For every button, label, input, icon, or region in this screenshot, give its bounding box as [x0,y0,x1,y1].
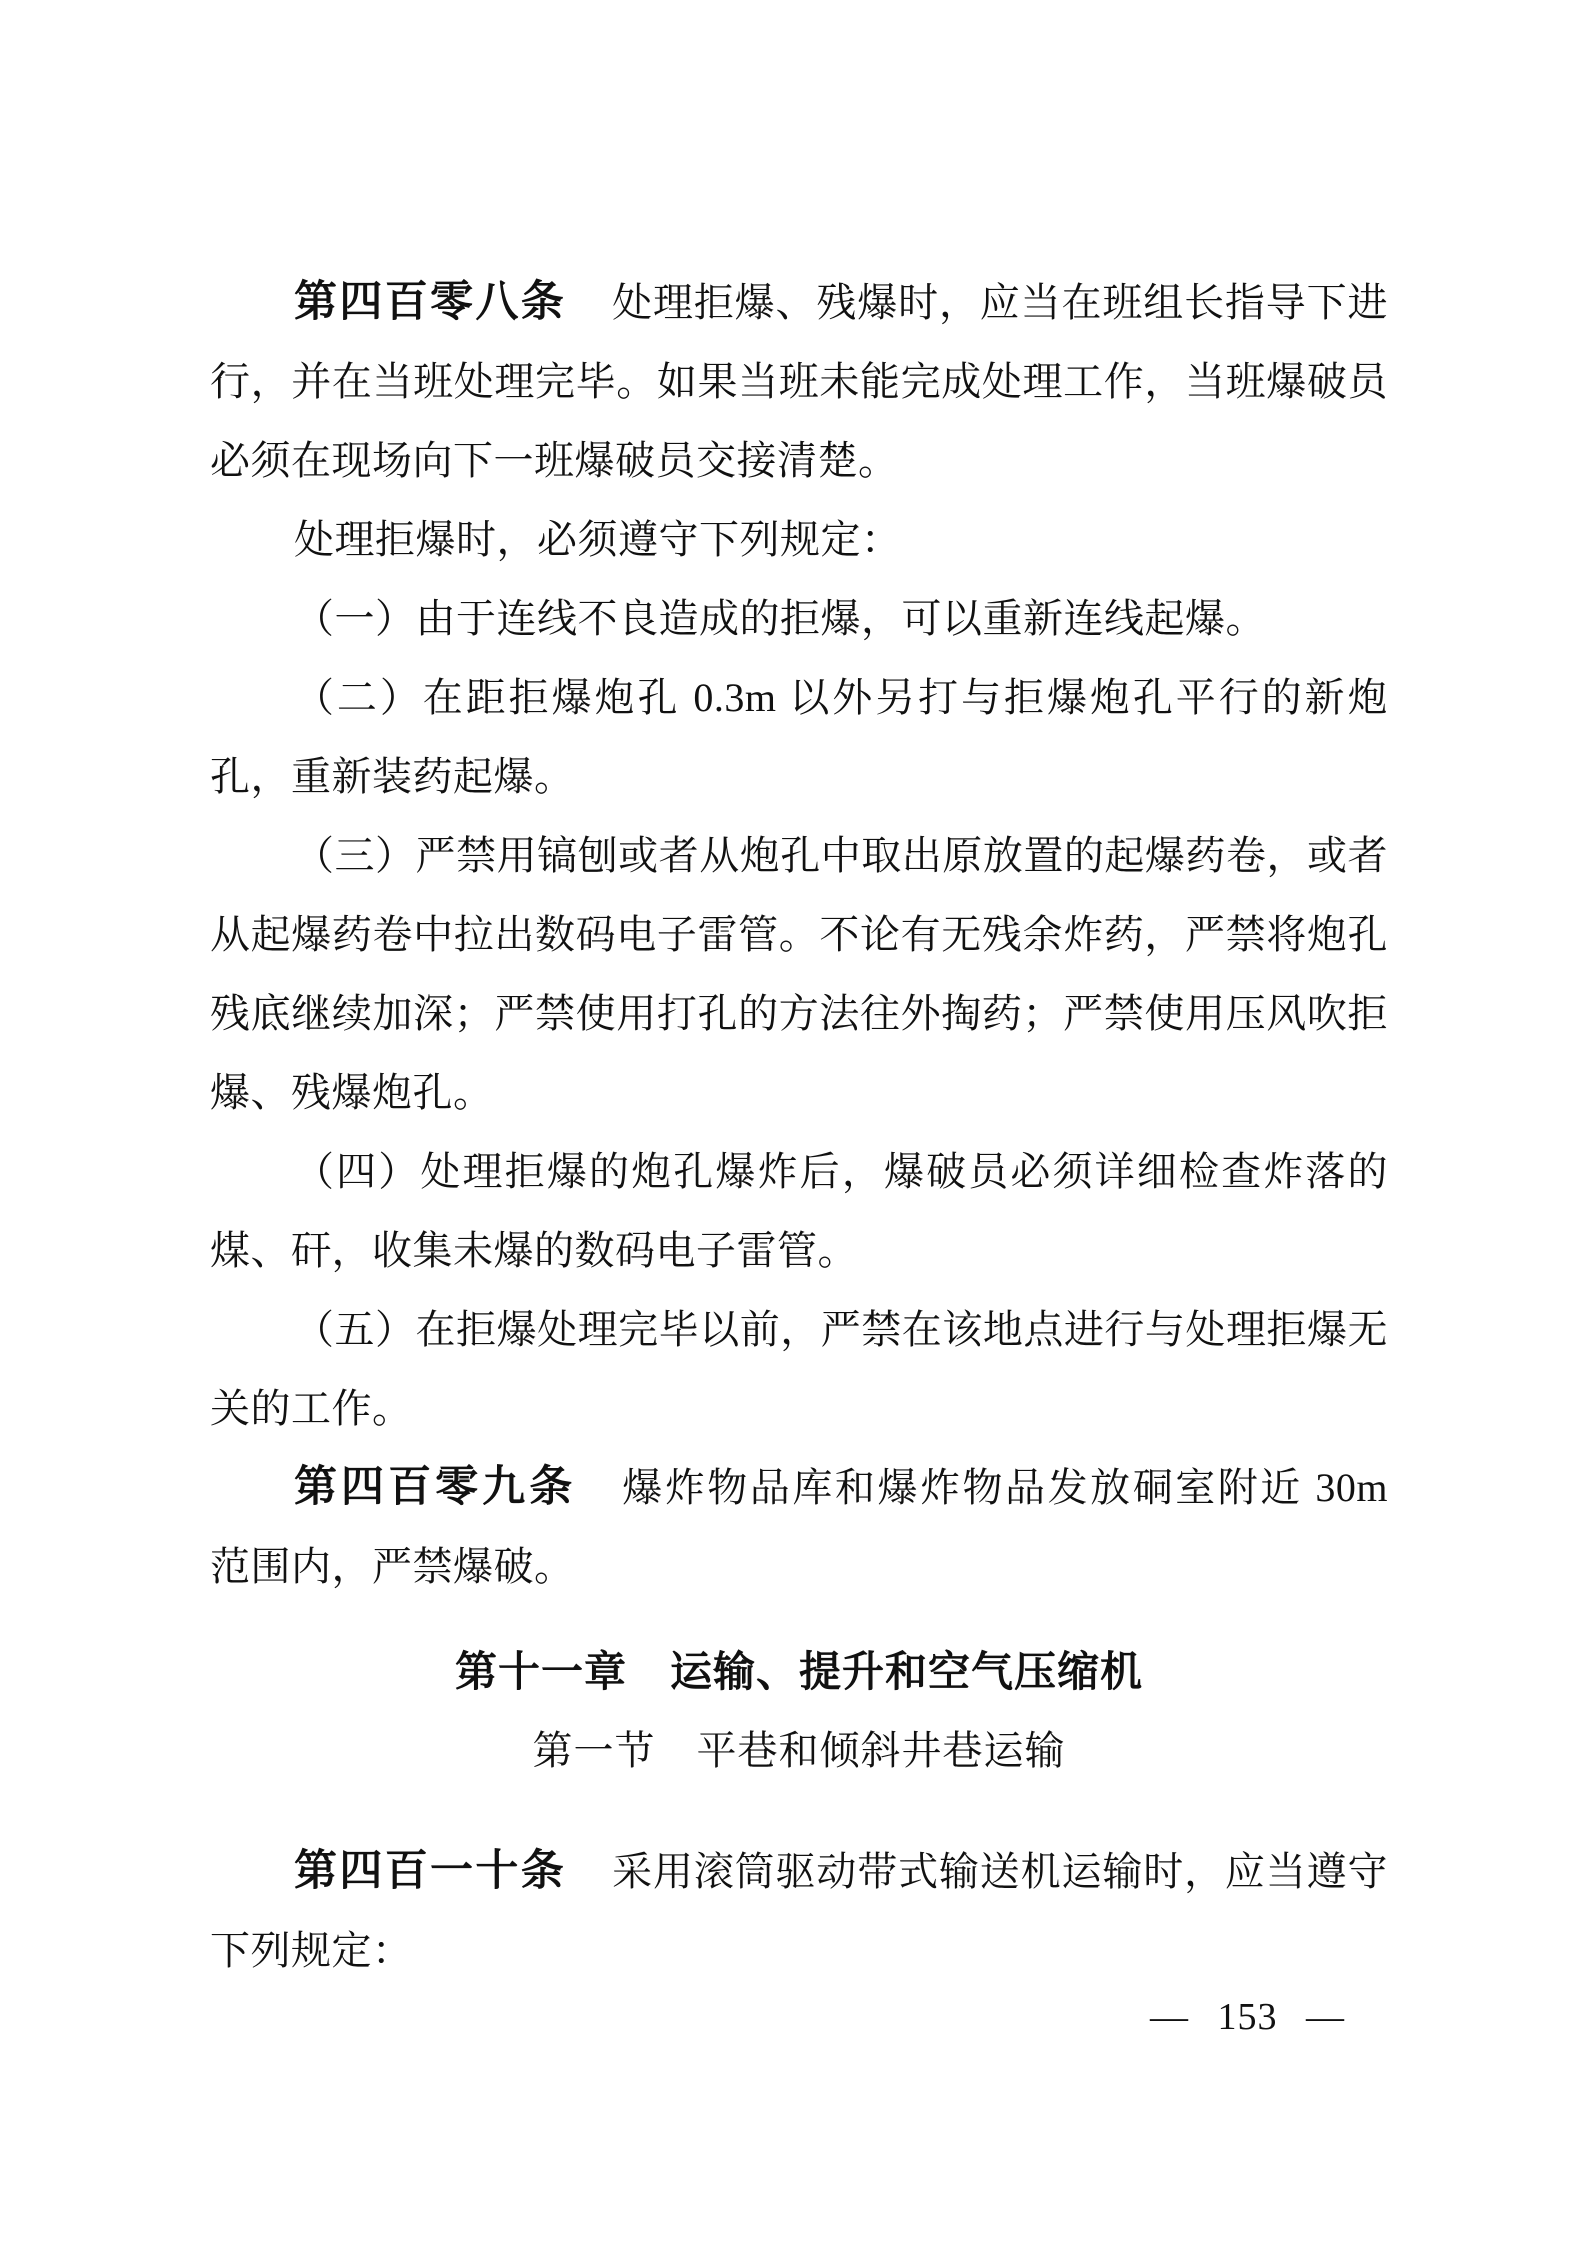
article-number-label: 第四百一十条 [294,1847,567,1895]
page-content [210,263,1388,1990]
chapter-heading: 第十一章 运输、提升和空气压缩机 [454,1648,1143,1695]
article-text: 爆炸物品库和爆炸物品发放硐室附近 30m 范围内，严禁爆破。 [210,1465,1388,1589]
article-number-label: 第四百零九条 [294,1463,577,1511]
paragraph-item-1 [210,579,1388,658]
article-paragraph-410 [210,1832,1388,1990]
paragraph-text: 处理拒爆时，必须遵守下列规定： [294,517,902,562]
paragraph-rules-intro [210,500,1388,579]
article-text: 处理拒爆、残爆时，应当在班组长指导下进行，并在当班处理完毕。如果当班未能完成处理工作，当班爆破员必须在现场向下一班爆破员交接清楚。 [210,280,1388,483]
paragraph-item-4 [210,1132,1388,1290]
paragraph-text: （一）由于连线不良造成的拒爆，可以重新连线起爆。 [294,596,1266,641]
section-heading: 第一节 平巷和倾斜井巷运输 [532,1728,1066,1773]
paragraph-item-5 [210,1290,1388,1448]
paragraph-item-2 [210,658,1388,816]
paragraph-text: （三）严禁用镐刨或者从炮孔中取出原放置的起爆药卷，或者从起爆药卷中拉出数码电子雷管。不论有无残余炸药，严禁将炮孔残底继续加深；严禁使用打孔的方法往外掏药；严禁使用压风吹拒爆、残爆炮孔。 [210,833,1388,1115]
article-paragraph-408 [210,263,1388,500]
paragraph-text: （二）在距拒爆炮孔 0.3m 以外另打与拒爆炮孔平行的新炮孔，重新装药起爆。 [210,675,1388,799]
article-number-label: 第四百零八条 [294,278,567,326]
article-paragraph-409 [210,1448,1388,1606]
paragraph-text: （四）处理拒爆的炮孔爆炸后，爆破员必须详细检查炸落的煤、矸，收集未爆的数码电子雷管。 [210,1149,1388,1273]
article-text: 采用滚筒驱动带式输送机运输时，应当遵守下列规定： [210,1849,1388,1973]
paragraph-item-3 [210,816,1388,1132]
page-number: — 153 — [1150,1996,1345,2038]
paragraph-text: （五）在拒爆处理完毕以前，严禁在该地点进行与处理拒爆无关的工作。 [210,1307,1388,1431]
